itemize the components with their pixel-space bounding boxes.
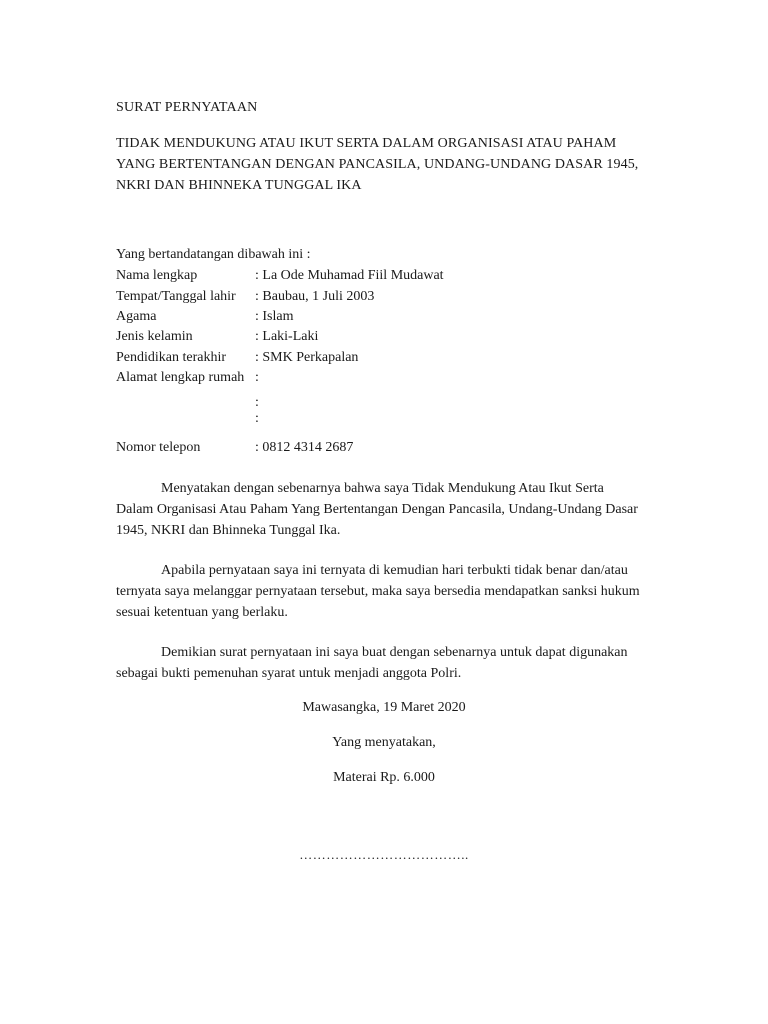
birth-value: : Baubau, 1 Juli 2003 bbox=[255, 289, 375, 304]
birth-label: Tempat/Tanggal lahir bbox=[116, 289, 236, 304]
subtitle-line: NKRI DAN BHINNEKA TUNGGAL IKA bbox=[116, 178, 362, 193]
paragraph-line: Apabila pernyataan saya ini ternyata di kemudian hari terbukti tidak benar dan/atau bbox=[161, 563, 628, 578]
religion-label: Agama bbox=[116, 309, 157, 324]
letter-title: SURAT PERNYATAAN bbox=[116, 100, 258, 115]
gender-label: Jenis kelamin bbox=[116, 329, 193, 344]
paragraph-line: sebagai bukti pemenuhan syarat untuk menjadi anggota Polri. bbox=[116, 666, 462, 681]
subtitle-line: YANG BERTENTANGAN DENGAN PANCASILA, UNDANG-UNDANG DASAR 1945, bbox=[116, 157, 639, 172]
paragraph-line: Demikian surat pernyataan ini saya buat dengan sebenarnya untuk dapat digunakan bbox=[161, 645, 628, 660]
education-label: Pendidikan terakhir bbox=[116, 350, 227, 365]
address-colon: : bbox=[255, 395, 259, 410]
subtitle-line: TIDAK MENDUKUNG ATAU IKUT SERTA DALAM ORGANISASI ATAU PAHAM bbox=[116, 136, 617, 151]
address-colon: : bbox=[255, 411, 259, 426]
paragraph-line: sesuai ketentuan yang berlaku. bbox=[116, 605, 288, 620]
paragraph-line: ternyata saya melanggar pernyataan tersebut, maka saya bersedia mendapatkan sanksi hukum bbox=[116, 584, 640, 599]
address-value: : bbox=[255, 370, 259, 385]
paragraph-line: Dalam Organisasi Atau Paham Yang Bertentangan Dengan Pancasila, Undang-Undang Dasar bbox=[116, 502, 638, 517]
intro-text: Yang bertandatangan dibawah ini : bbox=[116, 247, 311, 262]
phone-value: : 0812 4314 2687 bbox=[255, 440, 354, 455]
signature-line: ……………………………….. bbox=[299, 847, 469, 862]
address-label: Alamat lengkap rumah bbox=[116, 370, 245, 385]
paragraph-line: Menyatakan dengan sebenarnya bahwa saya Tidak Mendukung Atau Ikut Serta bbox=[161, 481, 604, 496]
religion-value: : Islam bbox=[255, 309, 294, 324]
education-value: : SMK Perkapalan bbox=[255, 350, 359, 365]
closing-text: Yang menyatakan, bbox=[332, 735, 436, 750]
stamp-text: Materai Rp. 6.000 bbox=[333, 770, 435, 785]
paragraph-line: 1945, NKRI dan Bhinneka Tunggal Ika. bbox=[116, 523, 341, 538]
name-value: : La Ode Muhamad Fiil Mudawat bbox=[255, 268, 444, 283]
name-label: Nama lengkap bbox=[116, 268, 198, 283]
gender-value: : Laki-Laki bbox=[255, 329, 319, 344]
place-date: Mawasangka, 19 Maret 2020 bbox=[302, 700, 466, 715]
phone-label: Nomor telepon bbox=[116, 440, 201, 455]
